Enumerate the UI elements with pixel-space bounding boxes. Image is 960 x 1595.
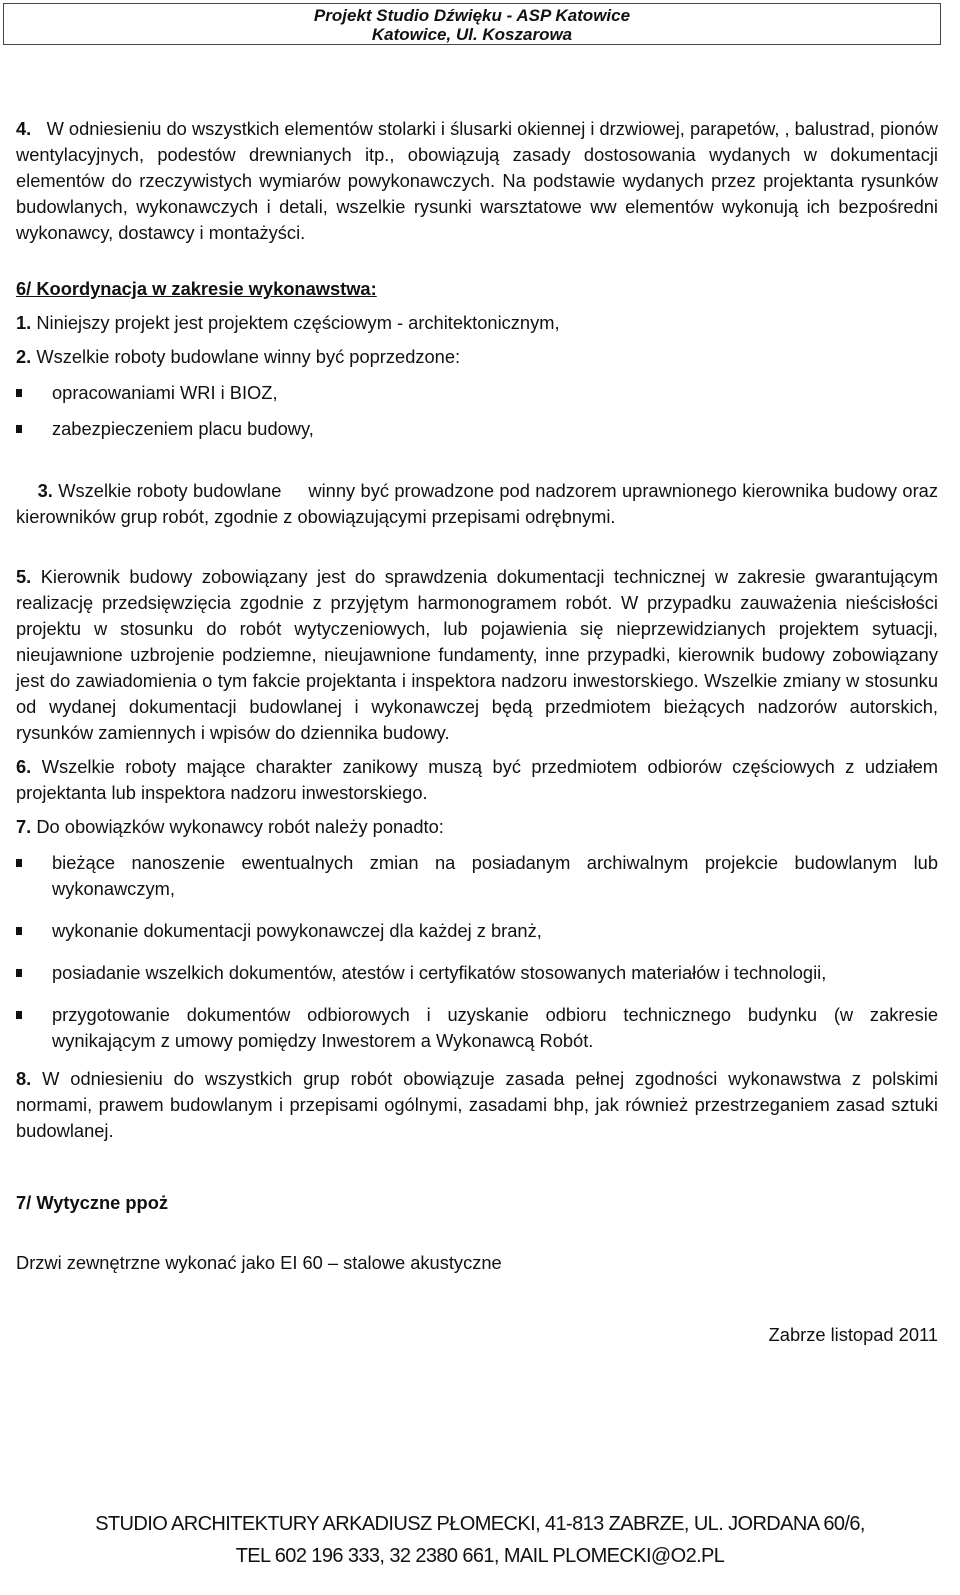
item-text: W odniesieniu do wszystkich grup robót obowiązuje zasada pełnej zgodności wykonawstwa z polskimi normami, prawem budowlanym i przepisami ogólnymi, zasadami bhp, jak również przestrzeganiem zasad sztuki budowlanej.	[16, 1068, 938, 1141]
square-bullet-icon	[16, 389, 22, 397]
square-bullet-icon	[16, 859, 22, 867]
list-item: opracowaniami WRI i BIOZ,	[16, 380, 938, 406]
signature-place-date: Zabrze listopad 2011	[768, 1324, 938, 1345]
list-item: wykonanie dokumentacji powykonawczej dla każdej z branż,	[16, 918, 938, 944]
item-text: Niniejszy projekt jest projektem częściowym - architektonicznym,	[36, 312, 560, 333]
document-footer	[0, 1508, 960, 1572]
item-number: 8.	[16, 1068, 32, 1089]
list-item: bieżące nanoszenie ewentualnych zmian na posiadanym archiwalnym projekcie budowlanym lub wykonawczym,	[16, 850, 938, 902]
square-bullet-icon	[16, 425, 22, 433]
item-1	[16, 310, 938, 336]
item-8	[16, 1066, 938, 1144]
item-text: Wszelkie roboty budowlane winny być prowadzone pod nadzorem uprawnionego kierownika budowy oraz kierowników grup robót, zgodnie z obowiązującymi przepisami odrębnymi.	[16, 480, 944, 527]
list-item: przygotowanie dokumentów odbiorowych i uzyskanie odbioru technicznego budynku (w zakresie wynikającym z umowy pomiędzy Inwestorem a Wykonawcą Robót.	[16, 1002, 938, 1054]
item-text: Do obowiązków wykonawcy robót należy ponadto:	[36, 816, 444, 837]
item-text: Wszelkie roboty budowlane winny być poprzedzone:	[36, 346, 461, 367]
item-number: 7.	[16, 816, 32, 837]
bullet-list-7	[16, 850, 938, 1054]
footer-contact: TEL 602 196 333, 32 2380 661, MAIL PLOMECKI@O2.PL	[235, 1545, 725, 1567]
item-6	[16, 754, 938, 806]
paragraph-4	[16, 116, 938, 246]
item-5	[16, 564, 938, 746]
paragraph-text: W odniesieniu do wszystkich elementów stolarki i ślusarki okiennej i drzwiowej, parapetów, , balustrad, pionów wentylacyjnych, podestów drewnianych itp., obowiązują zasady dostosowania wydanych w dokumentacji elementów do rzeczywistych wymiarów powykonawczych. Na podstawie wydanych przez projektanta rysunków budowlanych, wykonawczych i detali, wszelkie rysunki warsztatowe ww elementów wykonują ich bezpośredni wykonawcy, dostawcy i montażyści.	[16, 118, 938, 243]
item-3	[16, 452, 944, 556]
section-6-heading: 6/ Koordynacja w zakresie wykonawstwa:	[16, 278, 377, 299]
section-7-text: Drzwi zewnętrzne wykonać jako EI 60 – stalowe akustyczne	[16, 1252, 502, 1273]
document-header	[3, 3, 941, 45]
header-title: Projekt Studio Dźwięku - ASP Katowice	[313, 6, 631, 25]
document-body	[16, 116, 944, 1348]
paragraph-number: 4.	[16, 118, 32, 139]
list-item: posiadanie wszelkich dokumentów, atestów i certyfikatów stosowanych materiałów i technologii,	[16, 960, 938, 986]
footer-address: STUDIO ARCHITEKTURY ARKADIUSZ PŁOMECKI, 41-813 ZABRZE, UL. JORDANA 60/6,	[95, 1513, 865, 1535]
item-7	[16, 814, 938, 840]
bullet-list-2	[16, 380, 938, 442]
header-address: Katowice, Ul. Koszarowa	[371, 25, 573, 44]
square-bullet-icon	[16, 969, 22, 977]
item-number: 5.	[16, 566, 32, 587]
list-item: zabezpieczeniem placu budowy,	[16, 416, 938, 442]
item-number: 1.	[16, 312, 32, 333]
item-number: 6.	[16, 756, 32, 777]
square-bullet-icon	[16, 1011, 22, 1019]
section-7-heading: 7/ Wytyczne ppoż	[16, 1192, 169, 1213]
item-number: 2.	[16, 346, 32, 367]
item-number: 3.	[37, 480, 53, 501]
item-text: Kierownik budowy zobowiązany jest do sprawdzenia dokumentacji technicznej w zakresie gwarantującym realizację przedsięwzięcia zgodnie z przyjętym harmonogramem robót. W przypadku zauważenia nieścisłości projektu w stosunku do robót wytyczeniowych, lub pojawienia się nieprzewidzianych projektem sytuacji, nieujawnione uzbrojenie podziemne, nieujawnione fundamenty, inne przypadki, kierownik budowy zobowiązany jest do zawiadomienia o tym fakcie projektanta i inspektora nadzoru inwestorskiego. Wszelkie zmiany w stosunku od wydanej dokumentacji budowlanej i wykonawczej będą przedmiotem bieżących nadzorów autorskich, rysunków zamiennych i wpisów do dziennika budowy.	[16, 566, 938, 743]
square-bullet-icon	[16, 927, 22, 935]
item-text: Wszelkie roboty mające charakter zanikowy muszą być przedmiotem odbiorów częściowych z udziałem projektanta lub inspektora nadzoru inwestorskiego.	[16, 756, 938, 803]
item-2	[16, 344, 938, 370]
